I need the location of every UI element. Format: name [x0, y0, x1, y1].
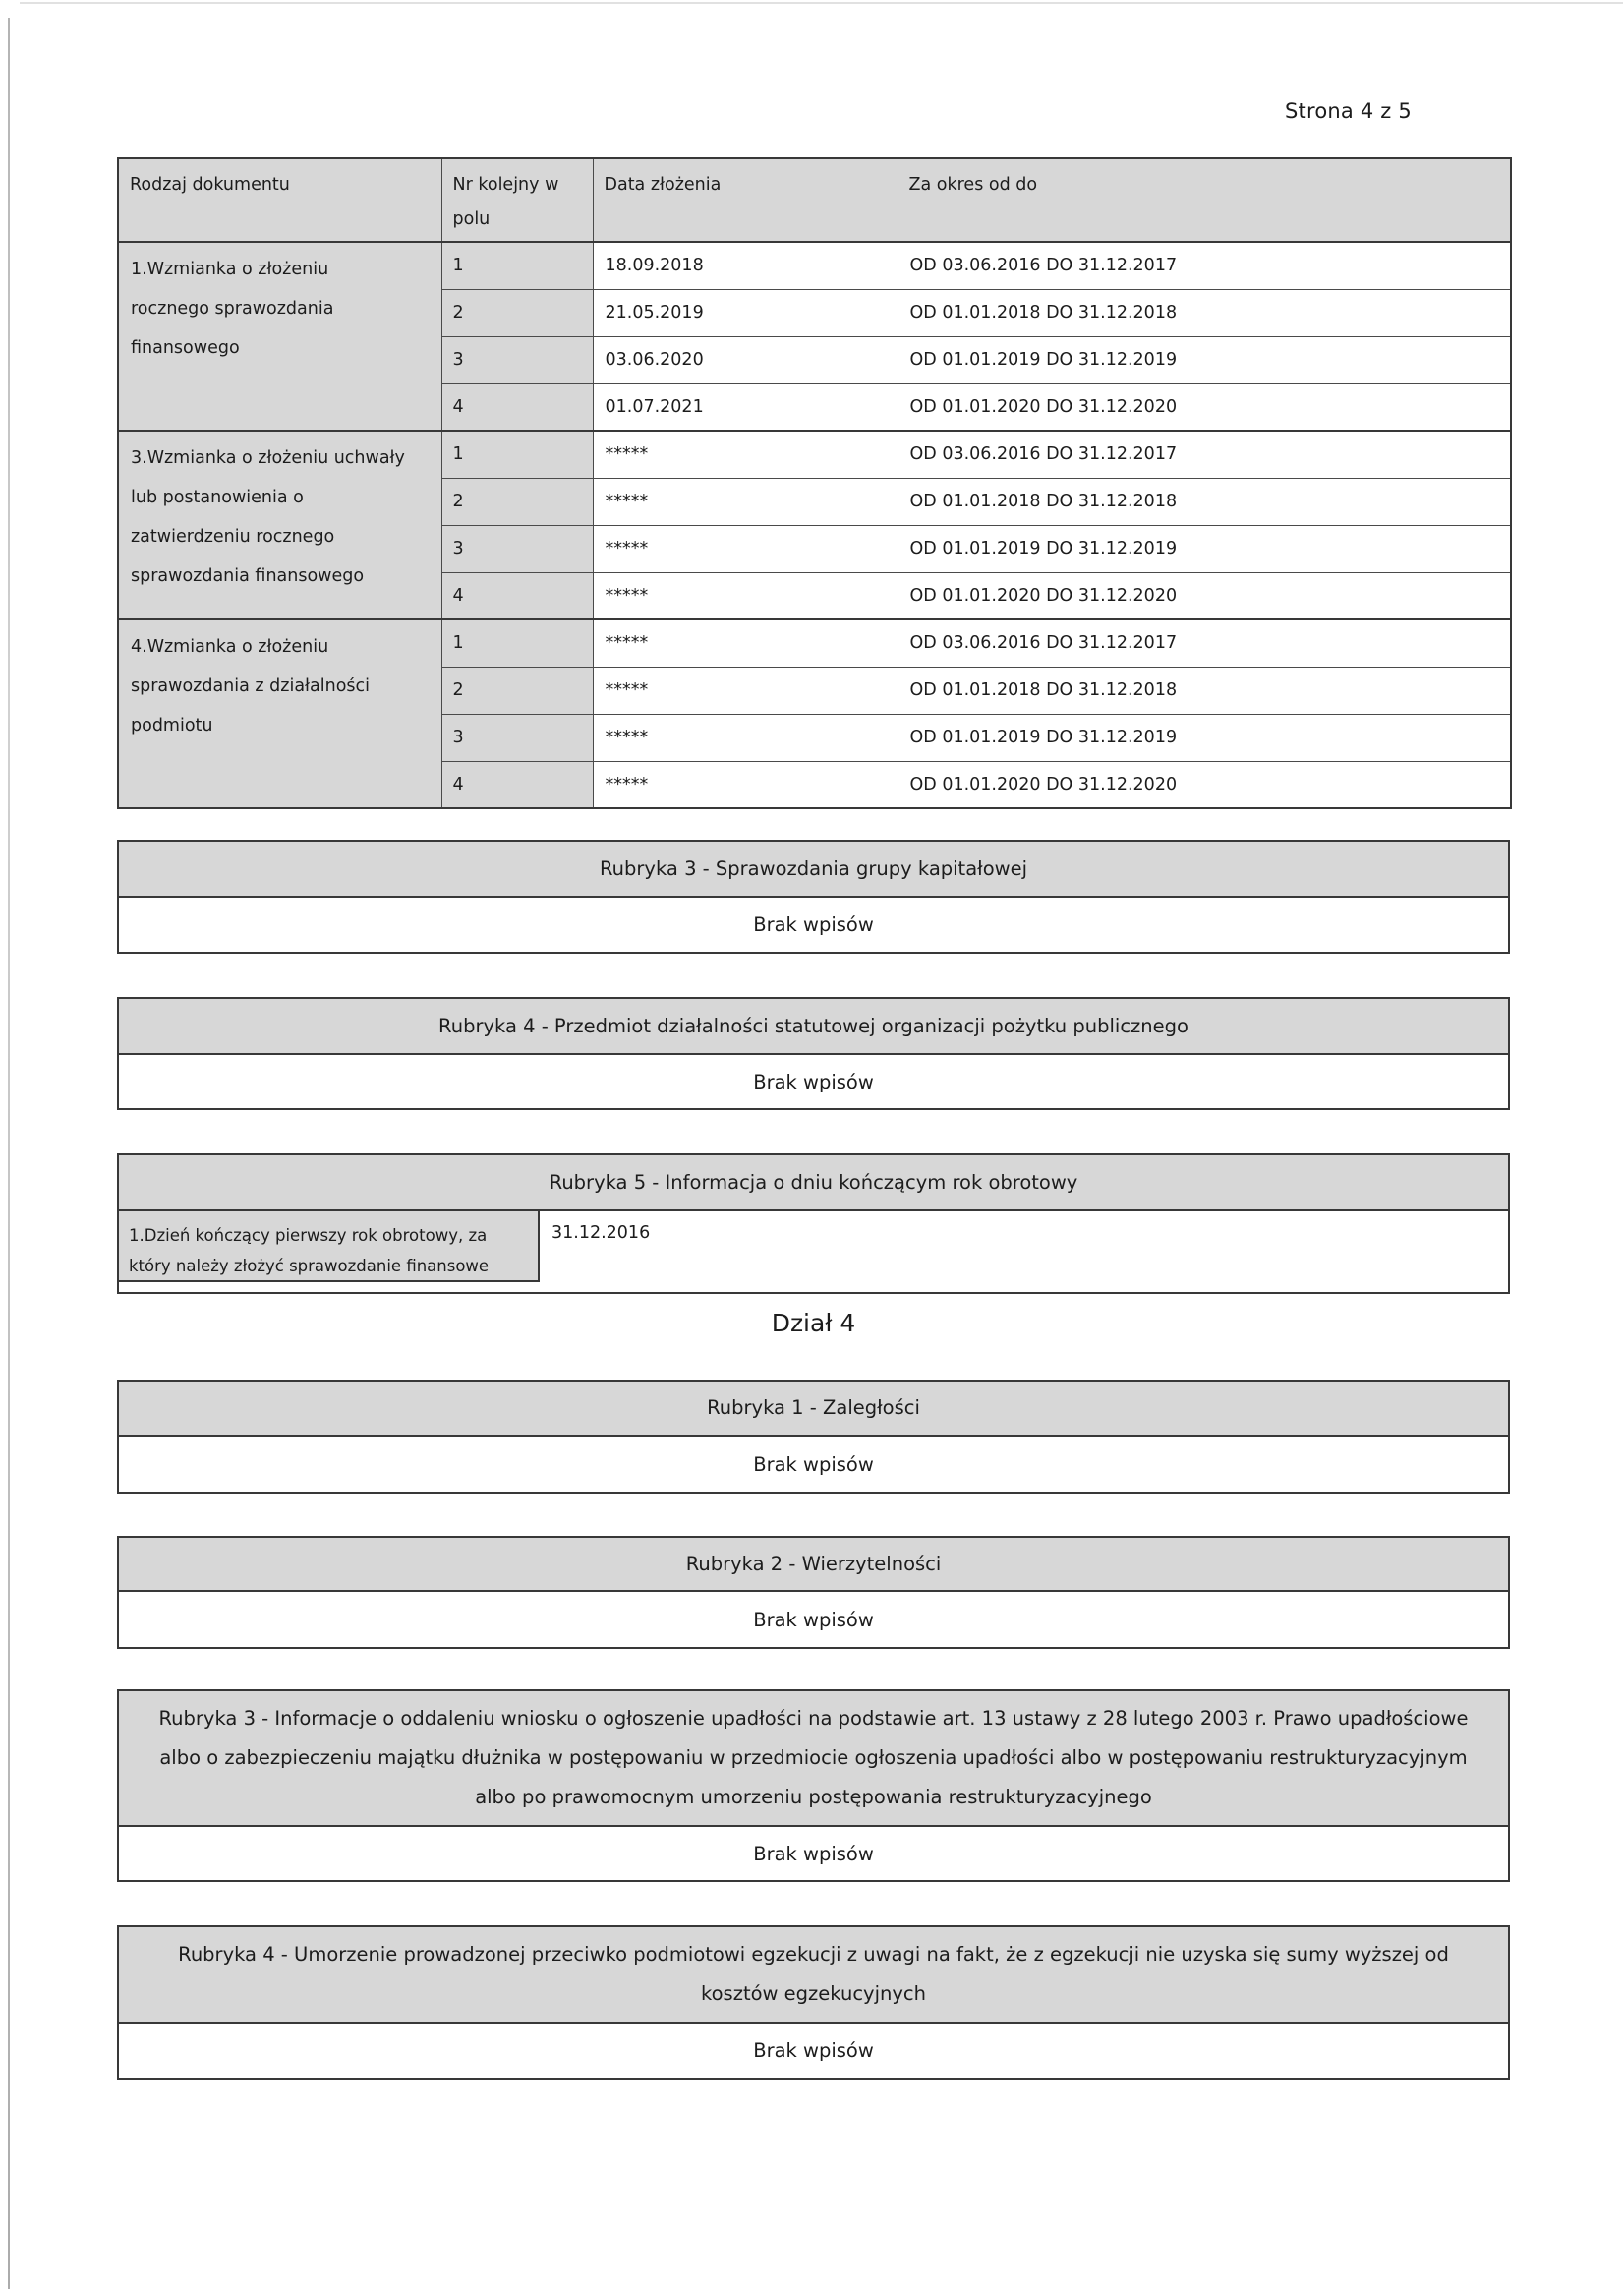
nr-kolejny-cell: 3	[441, 336, 593, 383]
data-zlozenia-cell: *****	[593, 525, 898, 572]
section-body-brak-wpisow: Brak wpisów	[753, 1608, 874, 1631]
za-okres-cell: OD 01.01.2018 DO 31.12.2018	[898, 667, 1511, 714]
section-title: Rubryka 1 - Zaległości	[119, 1382, 1508, 1437]
column-header-za-okres-od-do: Za okres od do	[898, 158, 1511, 242]
column-header-rodzaj-dokumentu: Rodzaj dokumentu	[118, 158, 441, 242]
za-okres-cell: OD 03.06.2016 DO 31.12.2017	[898, 431, 1511, 478]
section-title: Rubryka 4 - Przedmiot działalności statutowej organizacji pożytku publicznego	[119, 999, 1508, 1055]
document-type-cell: 4.Wzmianka o złożeniu sprawozdania z działalności podmiotu	[118, 619, 441, 808]
section-body-brak-wpisow: Brak wpisów	[753, 1842, 874, 1865]
document-type-cell: 3.Wzmianka o złożeniu uchwały lub postanowienia o zatwierdzeniu rocznego sprawozdania finansowego	[118, 431, 441, 619]
section-rubryka-2-wierzytelnosci	[117, 1536, 1510, 1649]
nr-kolejny-cell: 4	[441, 572, 593, 619]
section-body-brak-wpisow: Brak wpisów	[753, 2039, 874, 2062]
data-zlozenia-cell: *****	[593, 478, 898, 525]
nr-kolejny-cell: 3	[441, 525, 593, 572]
section-body-brak-wpisow: Brak wpisów	[753, 1452, 874, 1476]
section-rubryka-4-przedmiot-dzialalnosci-opp	[117, 997, 1510, 1110]
documents-table	[117, 157, 1512, 809]
document-type-cell: 1.Wzmianka o złożeniu rocznego sprawozdania finansowego	[118, 242, 441, 431]
rubryka5-row	[119, 1211, 1508, 1292]
section-rubryka-5-dzien-konczacy-rok-obrotowy	[117, 1153, 1510, 1294]
nr-kolejny-cell: 2	[441, 667, 593, 714]
page-number: Strona 4 z 5	[1285, 99, 1412, 123]
nr-kolejny-cell: 3	[441, 714, 593, 761]
dzial-4-heading: Dział 4	[771, 1309, 856, 1337]
documents-table-body	[118, 242, 1511, 808]
section-title: Rubryka 4 - Umorzenie prowadzonej przeciwko podmiotowi egzekucji z uwagi na fakt, że z egzekucji nie uzyska się sumy wyższej od kosztów egzekucyjnych	[119, 1927, 1508, 2024]
data-zlozenia-cell: *****	[593, 714, 898, 761]
za-okres-cell: OD 01.01.2018 DO 31.12.2018	[898, 289, 1511, 336]
scan-artifact-left-edge	[8, 18, 10, 2289]
za-okres-cell: OD 03.06.2016 DO 31.12.2017	[898, 242, 1511, 289]
section-title: Rubryka 3 - Informacje o oddaleniu wniosku o ogłoszenie upadłości na podstawie art. 13 ustawy z 28 lutego 2003 r. Prawo upadłościowe albo o zabezpieczeniu majątku dłużnika w postępowaniu w przedmiocie ogłoszenia upadłości albo w postępowaniu restrukturyzacyjnym albo po prawomocnym umorzeniu postępowania restrukturyzacyjnego	[119, 1691, 1508, 1827]
za-okres-cell: OD 01.01.2020 DO 31.12.2020	[898, 572, 1511, 619]
data-zlozenia-cell: *****	[593, 619, 898, 667]
nr-kolejny-cell: 4	[441, 761, 593, 808]
za-okres-cell: OD 01.01.2018 DO 31.12.2018	[898, 478, 1511, 525]
section-title: Rubryka 5 - Informacja o dniu kończącym rok obrotowy	[119, 1155, 1508, 1211]
section-rubryka-1-zaleglosci	[117, 1380, 1510, 1494]
rubryka5-row-label: 1.Dzień kończący pierwszy rok obrotowy, za który należy złożyć sprawozdanie finansowe	[119, 1211, 540, 1282]
data-zlozenia-cell: 18.09.2018	[593, 242, 898, 289]
data-zlozenia-cell: *****	[593, 761, 898, 808]
rubryka5-row-value: 31.12.2016	[551, 1223, 651, 1243]
nr-kolejny-cell: 4	[441, 383, 593, 431]
za-okres-cell: OD 01.01.2020 DO 31.12.2020	[898, 383, 1511, 431]
table-row	[118, 431, 1511, 478]
section-title: Rubryka 2 - Wierzytelności	[119, 1538, 1508, 1592]
nr-kolejny-cell: 1	[441, 431, 593, 478]
table-row	[118, 619, 1511, 667]
section-rubryka-4-umorzenie-egzekucji	[117, 1925, 1510, 2080]
data-zlozenia-cell: 21.05.2019	[593, 289, 898, 336]
section-rubryka-3-sprawozdania-grupy-kapitalowej	[117, 840, 1510, 954]
scan-artifact-top-edge	[20, 2, 1623, 4]
data-zlozenia-cell: *****	[593, 667, 898, 714]
nr-kolejny-cell: 1	[441, 242, 593, 289]
nr-kolejny-cell: 2	[441, 289, 593, 336]
za-okres-cell: OD 01.01.2020 DO 31.12.2020	[898, 761, 1511, 808]
table-header-row	[118, 158, 1511, 242]
za-okres-cell: OD 01.01.2019 DO 31.12.2019	[898, 714, 1511, 761]
data-zlozenia-cell: *****	[593, 431, 898, 478]
za-okres-cell: OD 03.06.2016 DO 31.12.2017	[898, 619, 1511, 667]
data-zlozenia-cell: 03.06.2020	[593, 336, 898, 383]
section-title: Rubryka 3 - Sprawozdania grupy kapitałowej	[119, 842, 1508, 898]
column-header-nr-kolejny-w-polu: Nr kolejny w polu	[441, 158, 593, 242]
data-zlozenia-cell: 01.07.2021	[593, 383, 898, 431]
section-rubryka-3-oddalenie-wniosku-o-upadlosc	[117, 1689, 1510, 1882]
section-body-brak-wpisow: Brak wpisów	[753, 913, 874, 936]
za-okres-cell: OD 01.01.2019 DO 31.12.2019	[898, 525, 1511, 572]
section-body-brak-wpisow: Brak wpisów	[753, 1070, 874, 1093]
za-okres-cell: OD 01.01.2019 DO 31.12.2019	[898, 336, 1511, 383]
table-row	[118, 242, 1511, 289]
nr-kolejny-cell: 1	[441, 619, 593, 667]
data-zlozenia-cell: *****	[593, 572, 898, 619]
nr-kolejny-cell: 2	[441, 478, 593, 525]
column-header-data-zlozenia: Data złożenia	[593, 158, 898, 242]
